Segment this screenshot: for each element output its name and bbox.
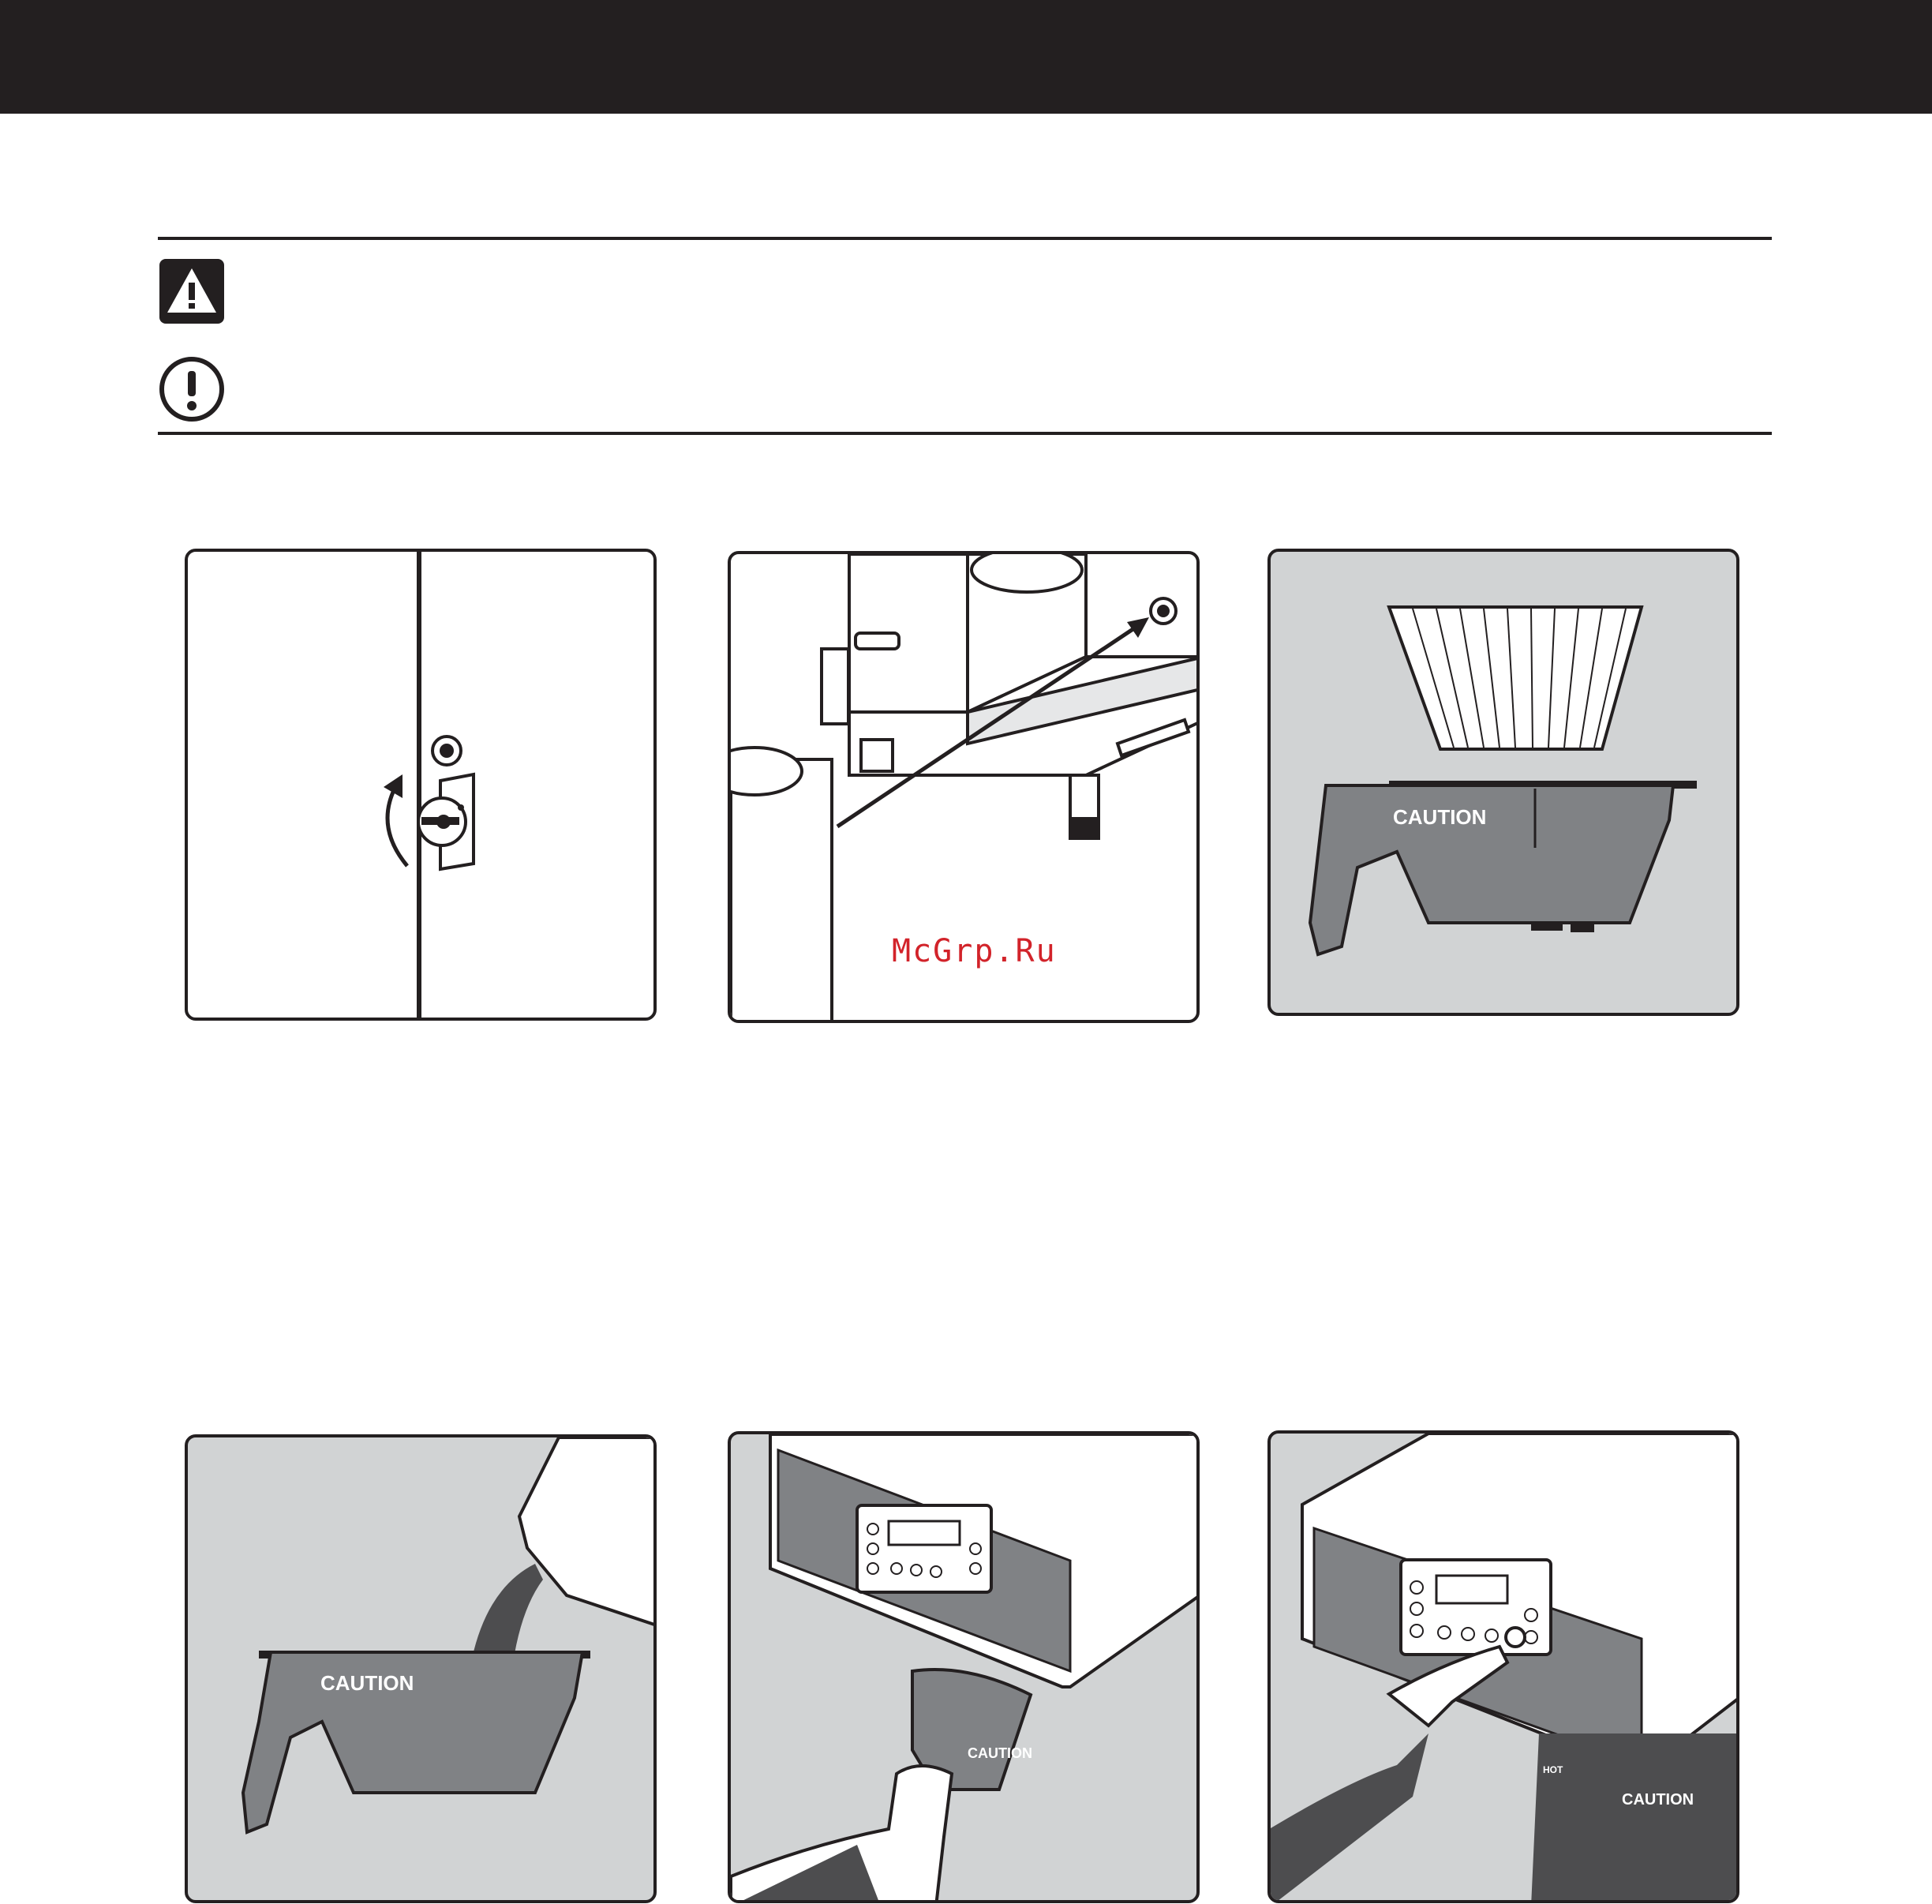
panel-insert-funnel xyxy=(728,1431,1200,1903)
panel-filter-funnel xyxy=(1267,549,1739,1016)
latch-plate xyxy=(418,774,474,869)
brew-start-button xyxy=(1506,1628,1525,1647)
display-screen xyxy=(889,1521,960,1545)
display-screen xyxy=(1436,1576,1507,1603)
watermark: McGrp.Ru xyxy=(892,933,1057,969)
funnel-caution-label: CAUTION xyxy=(1393,805,1487,829)
funnel-caution-label: CAUTION xyxy=(1622,1791,1694,1808)
notice-bottom-rule xyxy=(158,432,1772,435)
direction-arrow-icon xyxy=(1127,617,1149,638)
coffee-bag xyxy=(519,1437,657,1627)
brew-funnel xyxy=(1310,781,1697,954)
panel-door-lock xyxy=(185,549,657,1021)
funnel-caution-label: CAUTION xyxy=(968,1745,1032,1761)
funnel-caution-label: CAUTION xyxy=(320,1671,414,1695)
rotate-arrow-icon xyxy=(388,789,407,866)
paper-filter xyxy=(1389,607,1642,749)
exclamation-circle-icon xyxy=(158,355,226,423)
panel-press-brew xyxy=(1267,1430,1739,1903)
lock-knob-icon xyxy=(432,736,461,765)
panel-pour-coffee xyxy=(185,1434,657,1903)
hot-label: HOT xyxy=(1543,1764,1563,1775)
warning-triangle-icon xyxy=(158,257,226,325)
header-bar xyxy=(0,0,1932,114)
notice-top-rule xyxy=(158,237,1772,240)
